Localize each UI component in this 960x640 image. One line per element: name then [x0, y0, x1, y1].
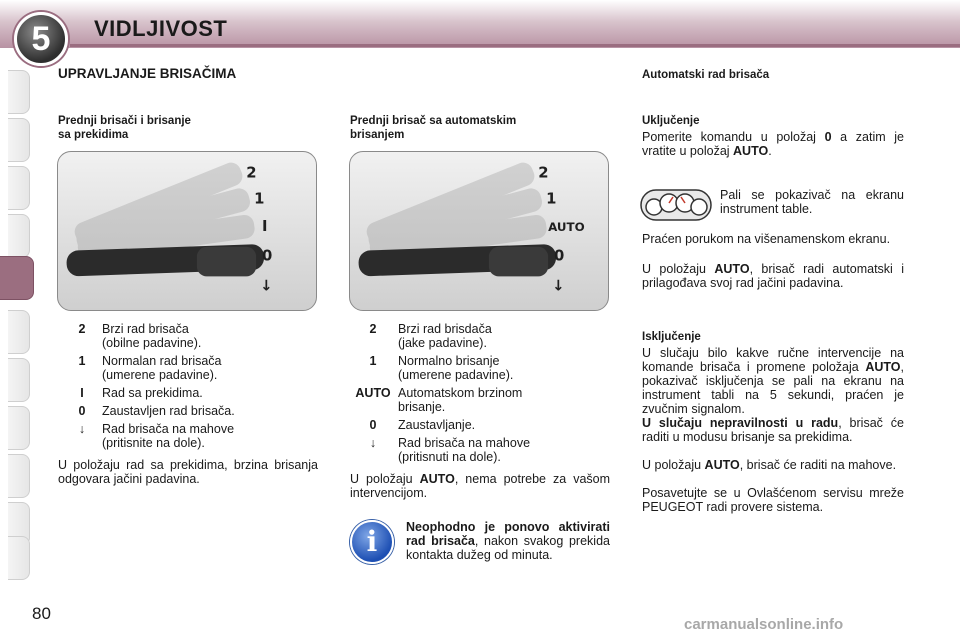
chapter-tab[interactable] [8, 70, 30, 114]
on-text-a: Pomerite komandu u položaj [642, 130, 825, 144]
on-text-b: a zatim je vratite u položaj [642, 130, 904, 158]
legend-text: Brzi rad brisdača (jake padavine). [398, 322, 492, 350]
auto-text-bold: AUTO [714, 262, 750, 276]
instrument-panel-icon [640, 186, 712, 222]
legend-row [62, 354, 302, 382]
photo2-label-2: 2 [538, 164, 549, 182]
legend-text: Rad brisača na mahove (pritisnuti na dole). [398, 436, 531, 464]
chapter-tab[interactable] [8, 406, 30, 450]
legend-row [348, 418, 618, 432]
header-rule [70, 44, 960, 47]
legend-key: 0 [78, 404, 86, 418]
photo2-label-down: ↓ [552, 277, 565, 295]
col2-heading: Prednji brisač sa automatskim brisanjem [350, 115, 517, 141]
legend-key: I [80, 386, 84, 400]
watermark: carmanualsonline.info [684, 616, 844, 633]
chapter-number-badge: 5 [14, 12, 68, 66]
legend-text: Normalan rad brisača (umerene padavine). [102, 354, 222, 382]
photo1-label-1: 1 [254, 190, 265, 208]
legend-key: 1 [78, 354, 86, 368]
legend-row [348, 354, 618, 382]
col2-legend [348, 322, 618, 468]
message-text: Praćen porukom na višenamenskom ekranu. [642, 232, 891, 246]
section-title: UPRAVLJANJE BRISAČIMA [58, 66, 237, 81]
col3-heading: Automatski rad brisača [642, 69, 770, 81]
legend-key: 2 [78, 322, 86, 336]
advice-text: Posavetujte se u Ovlašćenom servisu mreže PEUGEOT radi provere sistema. [642, 486, 904, 514]
info-icon: i [350, 520, 394, 564]
chapter-tabs [0, 70, 34, 580]
photo1-label-0: 0 [262, 247, 273, 265]
chapter-tab[interactable] [8, 166, 30, 210]
legend-key: ↓ [369, 436, 377, 450]
photo2-label-0: 0 [554, 247, 565, 265]
chapter-tab-active[interactable] [0, 256, 34, 300]
legend-text: Zaustavljen rad brisača. [102, 404, 235, 418]
chapter-tab[interactable] [8, 454, 30, 498]
col1-legend [62, 322, 302, 454]
chapter-title: VIDLJIVOST [94, 16, 228, 41]
chapter-tab[interactable] [8, 310, 30, 354]
fault-text-bold: U slučaju nepravilnosti u radu [642, 416, 839, 430]
off-text-bold: AUTO [865, 360, 901, 374]
fault-text [642, 416, 904, 444]
auto2-text-bold: AUTO [704, 458, 740, 472]
photo2-label-auto: AUTO [548, 220, 585, 234]
legend-text: Zaustavljanje. [398, 418, 476, 432]
col2-note-bold: AUTO [419, 472, 455, 486]
wiper-stalk-illustration [58, 152, 316, 310]
info-note-bold: Neophodno je ponovo aktivirati rad brisača [406, 520, 610, 548]
photo1-label-2: 2 [246, 164, 257, 182]
page-number: 80 [32, 604, 51, 623]
legend-text: Rad brisača na mahove (pritisnite na dole). [102, 422, 235, 450]
on-text [642, 130, 904, 158]
photo1-label-i: I [262, 218, 268, 235]
auto-text-b: , brisač radi automatski i prilagođava svoj rad jačini padavina. [642, 262, 904, 290]
photo1-label-down: ↓ [260, 277, 273, 295]
off-text-b: , pokazivač isključenja se pali na ekranu na instrument tabli na 5 sekundi, praćen je zvučnim signalom. [642, 360, 904, 416]
legend-text: Normalno brisanje (umerene padavine). [398, 354, 514, 382]
wiper-stalk-photo-1 [57, 151, 317, 311]
legend-row [348, 436, 618, 464]
wiper-stalk-photo-2 [349, 151, 609, 311]
auto2-text [642, 458, 904, 472]
off-text-a: U slučaju bilo kakve ručne intervencije na komande brisača i promene položaja [642, 346, 904, 374]
on-heading: Uključenje [642, 115, 700, 127]
auto-text-a: U položaju [642, 262, 715, 276]
col1-note: U položaju rad sa prekidima, brzina brisanja odgovara jačini padavina. [58, 458, 318, 486]
legend-key: ↓ [78, 422, 86, 436]
col2-note-text-end: , nema potrebe za vašom intervencijom. [350, 472, 611, 500]
col2-note [350, 472, 610, 500]
chapter-tab[interactable] [8, 536, 30, 580]
chapter-tab[interactable] [8, 214, 30, 258]
legend-row [348, 386, 618, 414]
col2-info-note [406, 520, 610, 562]
fault-text-b: , brisač će raditi u modusu brisanje sa prekidima. [642, 416, 904, 444]
info-note-text: , nakon svakog prekida kontakta dužeg od minuta. [406, 534, 610, 562]
col1-heading: Prednji brisači i brisanje sa prekidima [58, 115, 191, 141]
photo2-label-1: 1 [546, 190, 557, 208]
legend-text: Brzi rad brisača (obilne padavine). [102, 322, 202, 350]
off-heading: Isključenje [642, 331, 701, 343]
legend-key: 0 [369, 418, 377, 432]
legend-row [348, 322, 618, 350]
auto2-text-a: U položaju [642, 458, 705, 472]
indicator-text: Pali se pokazivač na ekranu instrument table. [720, 188, 904, 216]
legend-key: 2 [369, 322, 377, 336]
legend-row [62, 322, 302, 350]
on-text-bold-0: 0 [824, 130, 832, 144]
on-text-c: . [768, 144, 772, 158]
chapter-tab[interactable] [8, 358, 30, 402]
chapter-tab[interactable] [8, 118, 30, 162]
on-text-bold-auto: AUTO [733, 144, 769, 158]
auto2-text-b: , brisač će raditi na mahove. [739, 458, 897, 472]
legend-row [62, 386, 302, 400]
auto-text [642, 262, 904, 290]
legend-key: 1 [369, 354, 377, 368]
legend-key: AUTO [355, 386, 391, 400]
col2-note-text: U položaju [350, 472, 420, 486]
legend-row [62, 422, 302, 450]
legend-row [62, 404, 302, 418]
wiper-stalk-auto-illustration [350, 152, 608, 310]
off-text [642, 346, 904, 416]
legend-text: Rad sa prekidima. [102, 386, 203, 400]
legend-text: Automatskom brzinom brisanje. [398, 386, 523, 414]
